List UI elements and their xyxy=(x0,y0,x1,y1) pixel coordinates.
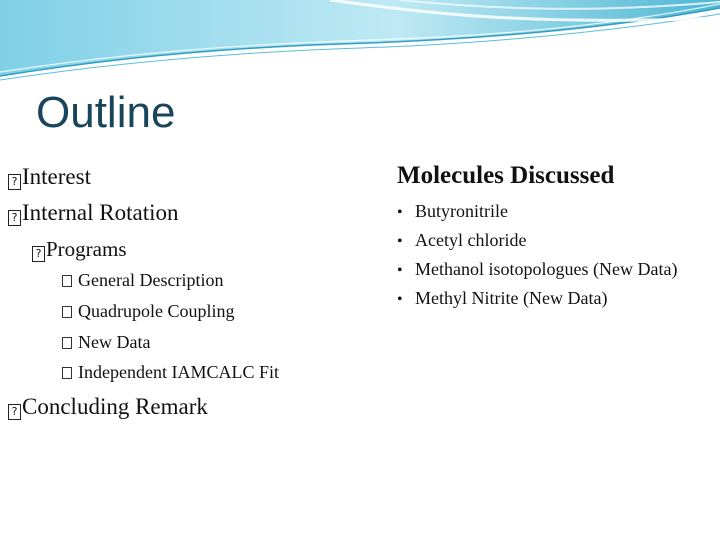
outline-subitem-label: New Data xyxy=(78,332,151,352)
box-bullet-icon xyxy=(62,337,72,349)
molecules-list xyxy=(397,200,677,316)
bullet-icon: ? xyxy=(8,210,21,226)
bullet-icon: ? xyxy=(8,404,21,420)
molecule-name: Methyl Nitrite (New Data) xyxy=(415,288,608,308)
outline-subitem xyxy=(62,332,150,353)
outline-subitem xyxy=(62,270,223,291)
molecule-name: Methanol isotopologues (New Data) xyxy=(415,259,678,279)
molecule-name: Acetyl chloride xyxy=(415,230,527,250)
slide-title: Outline xyxy=(36,88,176,137)
outline-subitem xyxy=(62,362,279,383)
outline-item xyxy=(8,394,208,420)
outline-item-label: Interest xyxy=(22,164,91,189)
bullet-dot-icon: • xyxy=(397,262,403,279)
box-bullet-icon xyxy=(62,367,72,379)
outline-item-label: Internal Rotation xyxy=(22,200,179,225)
molecule-item xyxy=(397,200,677,229)
outline-item-label: Programs xyxy=(46,237,127,261)
outline-item-label: Concluding Remark xyxy=(22,394,208,419)
bullet-dot-icon: • xyxy=(397,291,403,308)
outline-item xyxy=(8,200,179,226)
molecule-name: Butyronitrile xyxy=(415,201,508,221)
bullet-icon: ? xyxy=(32,246,45,262)
outline-subitem xyxy=(62,301,234,322)
outline-item xyxy=(8,164,91,190)
decorative-wave-banner xyxy=(0,0,720,90)
box-bullet-icon xyxy=(62,275,72,287)
box-bullet-icon xyxy=(62,306,72,318)
outline-subitem-label: Quadrupole Coupling xyxy=(78,301,235,321)
molecule-item xyxy=(397,258,677,287)
molecule-item xyxy=(397,287,677,316)
bullet-dot-icon: • xyxy=(397,204,403,221)
bullet-dot-icon: • xyxy=(397,233,403,250)
outline-subitem-label: Independent IAMCALC Fit xyxy=(78,362,279,382)
outline-subitem-label: General Description xyxy=(78,270,224,290)
molecules-heading: Molecules Discussed xyxy=(397,162,615,189)
outline-item xyxy=(32,237,127,262)
molecule-item xyxy=(397,229,677,258)
bullet-icon: ? xyxy=(8,174,21,190)
